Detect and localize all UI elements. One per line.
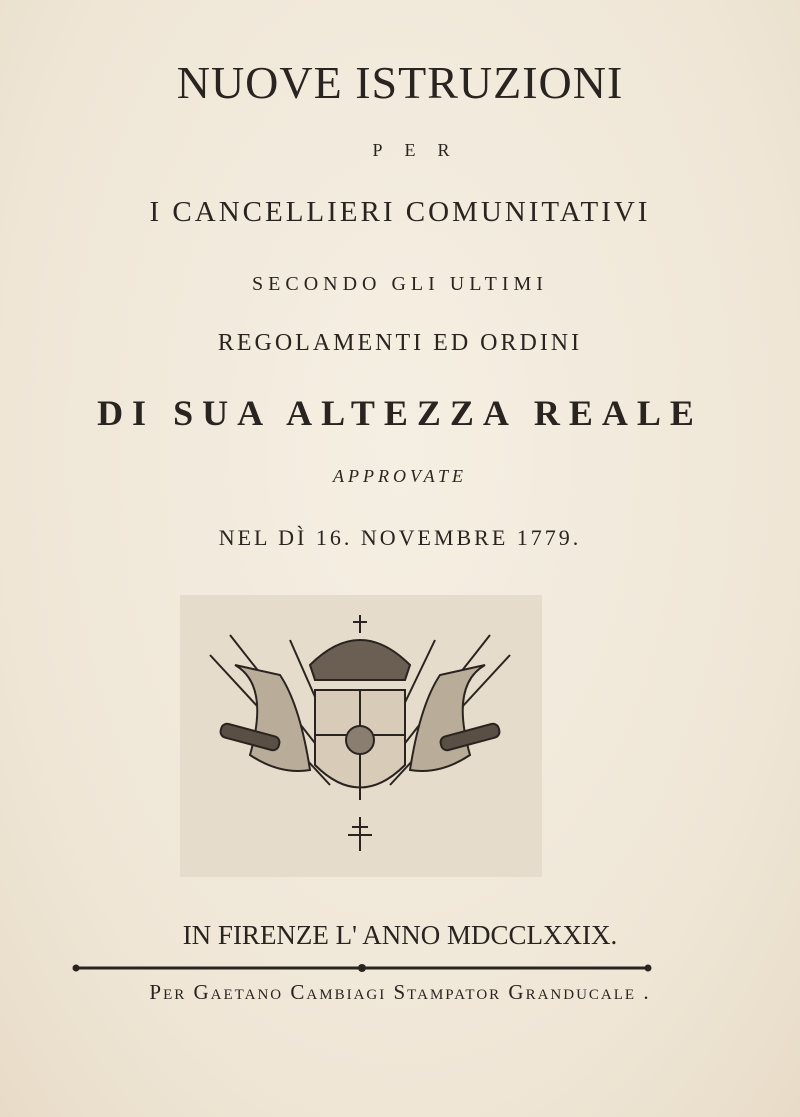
coat-of-arms-engraving	[180, 595, 542, 877]
coat-of-arms-icon	[180, 595, 542, 877]
date-line: NEL DÌ 16. NOVEMBRE 1779.	[218, 525, 582, 550]
authority-line: DI SUA ALTEZZA REALE	[97, 393, 703, 433]
publisher-line: Per Gaetano Cambiagi Stampator Granducale .	[149, 980, 651, 1004]
regolamenti-line: REGOLAMENTI ED ORDINI	[217, 330, 583, 356]
subject-line: I CANCELLIERI COMUNITATIVI	[149, 196, 651, 228]
secondo-line: SECONDO GLI ULTIMI	[252, 273, 548, 295]
ornamental-rule	[72, 964, 652, 972]
per-line: PER	[372, 140, 472, 160]
imprint-place: IN FIRENZE L' ANNO MDCCLXXIX.	[182, 920, 618, 950]
book-title: NUOVE ISTRUZIONI	[176, 57, 624, 108]
approvate-line: APPROVATE	[333, 466, 467, 486]
